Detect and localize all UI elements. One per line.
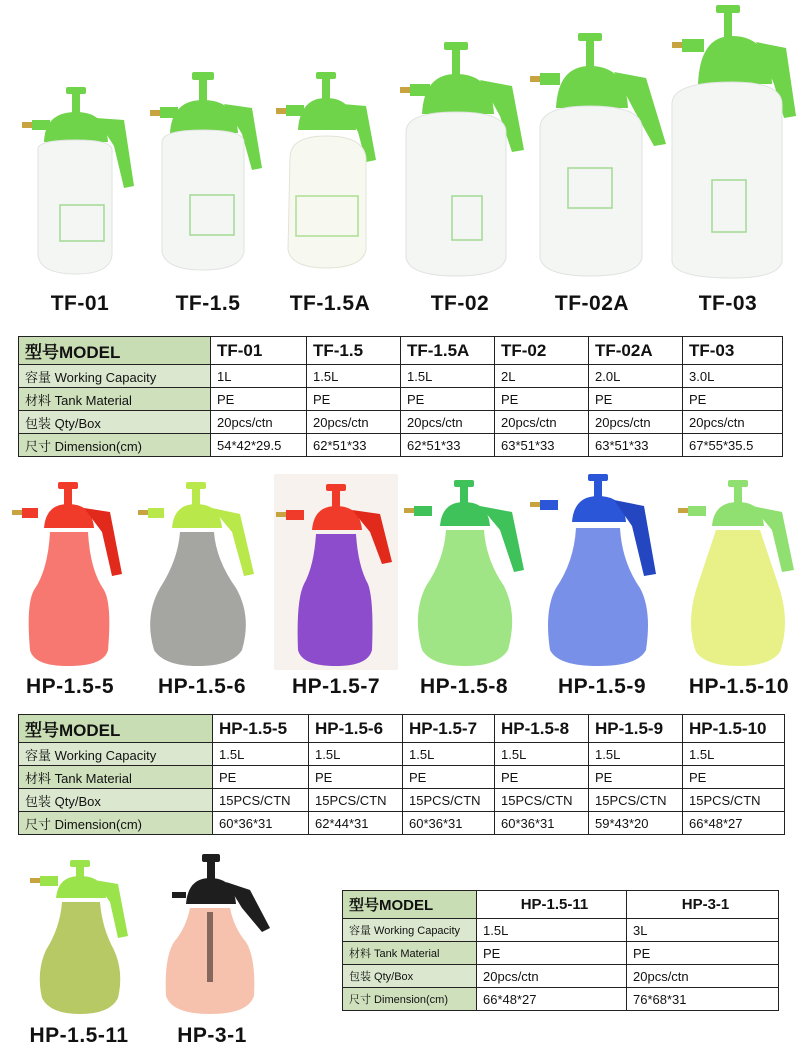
table-cell: 20pcs/ctn — [211, 411, 307, 434]
bottle-hp-1-5-6 — [138, 482, 254, 666]
header-cell: HP-1.5-9 — [589, 715, 683, 743]
table-cell: 1.5L — [401, 365, 495, 388]
header-cell: TF-03 — [683, 337, 783, 365]
header-cell: TF-1.5 — [307, 337, 401, 365]
table-cell: PE — [495, 388, 589, 411]
header-model: 型号MODEL — [343, 891, 477, 919]
model-label: TF-02 — [430, 292, 490, 315]
header-cell: HP-1.5-10 — [683, 715, 785, 743]
table-cell: 76*68*31 — [627, 988, 779, 1011]
model-label: HP-1.5-6 — [157, 675, 247, 698]
header-cell: TF-02 — [495, 337, 589, 365]
table-cell: 60*36*31 — [495, 812, 589, 835]
model-label: TF-01 — [50, 292, 110, 315]
row-label: 包装 Qty/Box — [19, 789, 213, 812]
table-cell: 20pcs/ctn — [401, 411, 495, 434]
table-cell: 62*44*31 — [309, 812, 403, 835]
row3-bottle-images — [0, 850, 300, 1020]
header-cell: HP-1.5-8 — [495, 715, 589, 743]
row2-products — [0, 470, 800, 710]
row-label: 尺寸 Dimension(cm) — [19, 434, 211, 457]
bottle-tf-02 — [400, 42, 524, 276]
row2-bottle-images — [0, 470, 800, 675]
row-label: 容量 Working Capacity — [19, 743, 213, 766]
table-cell: 3L — [627, 919, 779, 942]
table-cell: PE — [683, 766, 785, 789]
row-label: 材料 Tank Material — [19, 388, 211, 411]
table-cell: PE — [307, 388, 401, 411]
spec-table-row2 — [18, 714, 785, 835]
spec-table-row1 — [18, 336, 783, 457]
row1-products — [0, 0, 800, 330]
bottle-tf-01 — [22, 87, 134, 274]
row-label: 尺寸 Dimension(cm) — [343, 988, 477, 1011]
table-cell: 15PCS/CTN — [589, 789, 683, 812]
header-cell: TF-01 — [211, 337, 307, 365]
table-cell: 20pcs/ctn — [307, 411, 401, 434]
table-cell: 67*55*35.5 — [683, 434, 783, 457]
model-label: TF-02A — [554, 292, 630, 315]
model-label: HP-1.5-8 — [419, 675, 509, 698]
table-cell: 62*51*33 — [307, 434, 401, 457]
table-cell: 1.5L — [309, 743, 403, 766]
header-cell: HP-1.5-6 — [309, 715, 403, 743]
table-cell: 20pcs/ctn — [477, 965, 627, 988]
model-label: TF-03 — [698, 292, 758, 315]
header-model: 型号MODEL — [19, 337, 211, 365]
table-cell: 1.5L — [589, 743, 683, 766]
table-cell: PE — [309, 766, 403, 789]
table-cell: 15PCS/CTN — [309, 789, 403, 812]
row-label: 包装 Qty/Box — [343, 965, 477, 988]
table-cell: 20pcs/ctn — [589, 411, 683, 434]
table-cell: PE — [213, 766, 309, 789]
table-cell: 1.5L — [477, 919, 627, 942]
row-label: 容量 Working Capacity — [19, 365, 211, 388]
bottle-hp-1-5-11 — [30, 860, 128, 1014]
model-label: TF-1.5 — [175, 292, 241, 315]
header-cell: HP-1.5-5 — [213, 715, 309, 743]
table-cell: 63*51*33 — [495, 434, 589, 457]
bottle-tf-02a — [530, 33, 666, 276]
table-cell: 66*48*27 — [477, 988, 627, 1011]
model-label: HP-1.5-10 — [688, 675, 790, 698]
row1-bottle-images — [0, 0, 800, 290]
spec-table-row3 — [342, 890, 779, 1011]
row-label: 包装 Qty/Box — [19, 411, 211, 434]
model-label: HP-1.5-5 — [25, 675, 115, 698]
table-cell: 63*51*33 — [589, 434, 683, 457]
table-cell: 15PCS/CTN — [403, 789, 495, 812]
model-label: HP-1.5-9 — [557, 675, 647, 698]
table-cell: 20pcs/ctn — [683, 411, 783, 434]
table-cell: 2.0L — [589, 365, 683, 388]
bottle-tf-03 — [672, 5, 796, 278]
table-cell: PE — [627, 942, 779, 965]
table-cell: PE — [403, 766, 495, 789]
table-cell: 20pcs/ctn — [627, 965, 779, 988]
model-label: HP-3-1 — [177, 1024, 247, 1047]
table-cell: 1.5L — [495, 743, 589, 766]
table-cell: 15PCS/CTN — [683, 789, 785, 812]
table-cell: 59*43*20 — [589, 812, 683, 835]
bottle-tf-1-5 — [150, 72, 262, 270]
table-cell: 1L — [211, 365, 307, 388]
bottle-hp-1-5-5 — [12, 482, 122, 666]
row-label: 容量 Working Capacity — [343, 919, 477, 942]
table-cell: 20pcs/ctn — [495, 411, 589, 434]
table-cell: PE — [401, 388, 495, 411]
table-cell: 1.5L — [213, 743, 309, 766]
table-cell: PE — [683, 388, 783, 411]
bottle-hp-1-5-9 — [530, 474, 656, 666]
table-cell: 1.5L — [307, 365, 401, 388]
table-cell: 3.0L — [683, 365, 783, 388]
table-cell: 66*48*27 — [683, 812, 785, 835]
table-cell: 2L — [495, 365, 589, 388]
model-label: HP-1.5-7 — [291, 675, 381, 698]
bottle-hp-1-5-7 — [274, 474, 398, 670]
table-cell: PE — [477, 942, 627, 965]
header-cell: HP-3-1 — [627, 891, 779, 919]
row-label: 材料 Tank Material — [19, 766, 213, 789]
table-cell: 60*36*31 — [403, 812, 495, 835]
bottle-hp-1-5-8 — [404, 480, 524, 666]
table-cell: 60*36*31 — [213, 812, 309, 835]
model-label: TF-1.5A — [289, 292, 371, 315]
bottle-hp-3-1 — [166, 854, 270, 1014]
table-cell: 15PCS/CTN — [213, 789, 309, 812]
header-cell: TF-02A — [589, 337, 683, 365]
header-cell: HP-1.5-11 — [477, 891, 627, 919]
header-cell: TF-1.5A — [401, 337, 495, 365]
row-label: 材料 Tank Material — [343, 942, 477, 965]
table-cell: PE — [211, 388, 307, 411]
model-label: HP-1.5-11 — [29, 1024, 129, 1047]
table-cell: 15PCS/CTN — [495, 789, 589, 812]
header-cell: HP-1.5-7 — [403, 715, 495, 743]
table-cell: PE — [495, 766, 589, 789]
table-cell: 62*51*33 — [401, 434, 495, 457]
table-cell: PE — [589, 766, 683, 789]
table-cell: 54*42*29.5 — [211, 434, 307, 457]
bottle-hp-1-5-10 — [678, 480, 794, 666]
table-cell: 1.5L — [683, 743, 785, 766]
row-label: 尺寸 Dimension(cm) — [19, 812, 213, 835]
table-cell: 1.5L — [403, 743, 495, 766]
bottle-tf-1-5a — [276, 72, 376, 268]
header-model: 型号MODEL — [19, 715, 213, 743]
table-cell: PE — [589, 388, 683, 411]
